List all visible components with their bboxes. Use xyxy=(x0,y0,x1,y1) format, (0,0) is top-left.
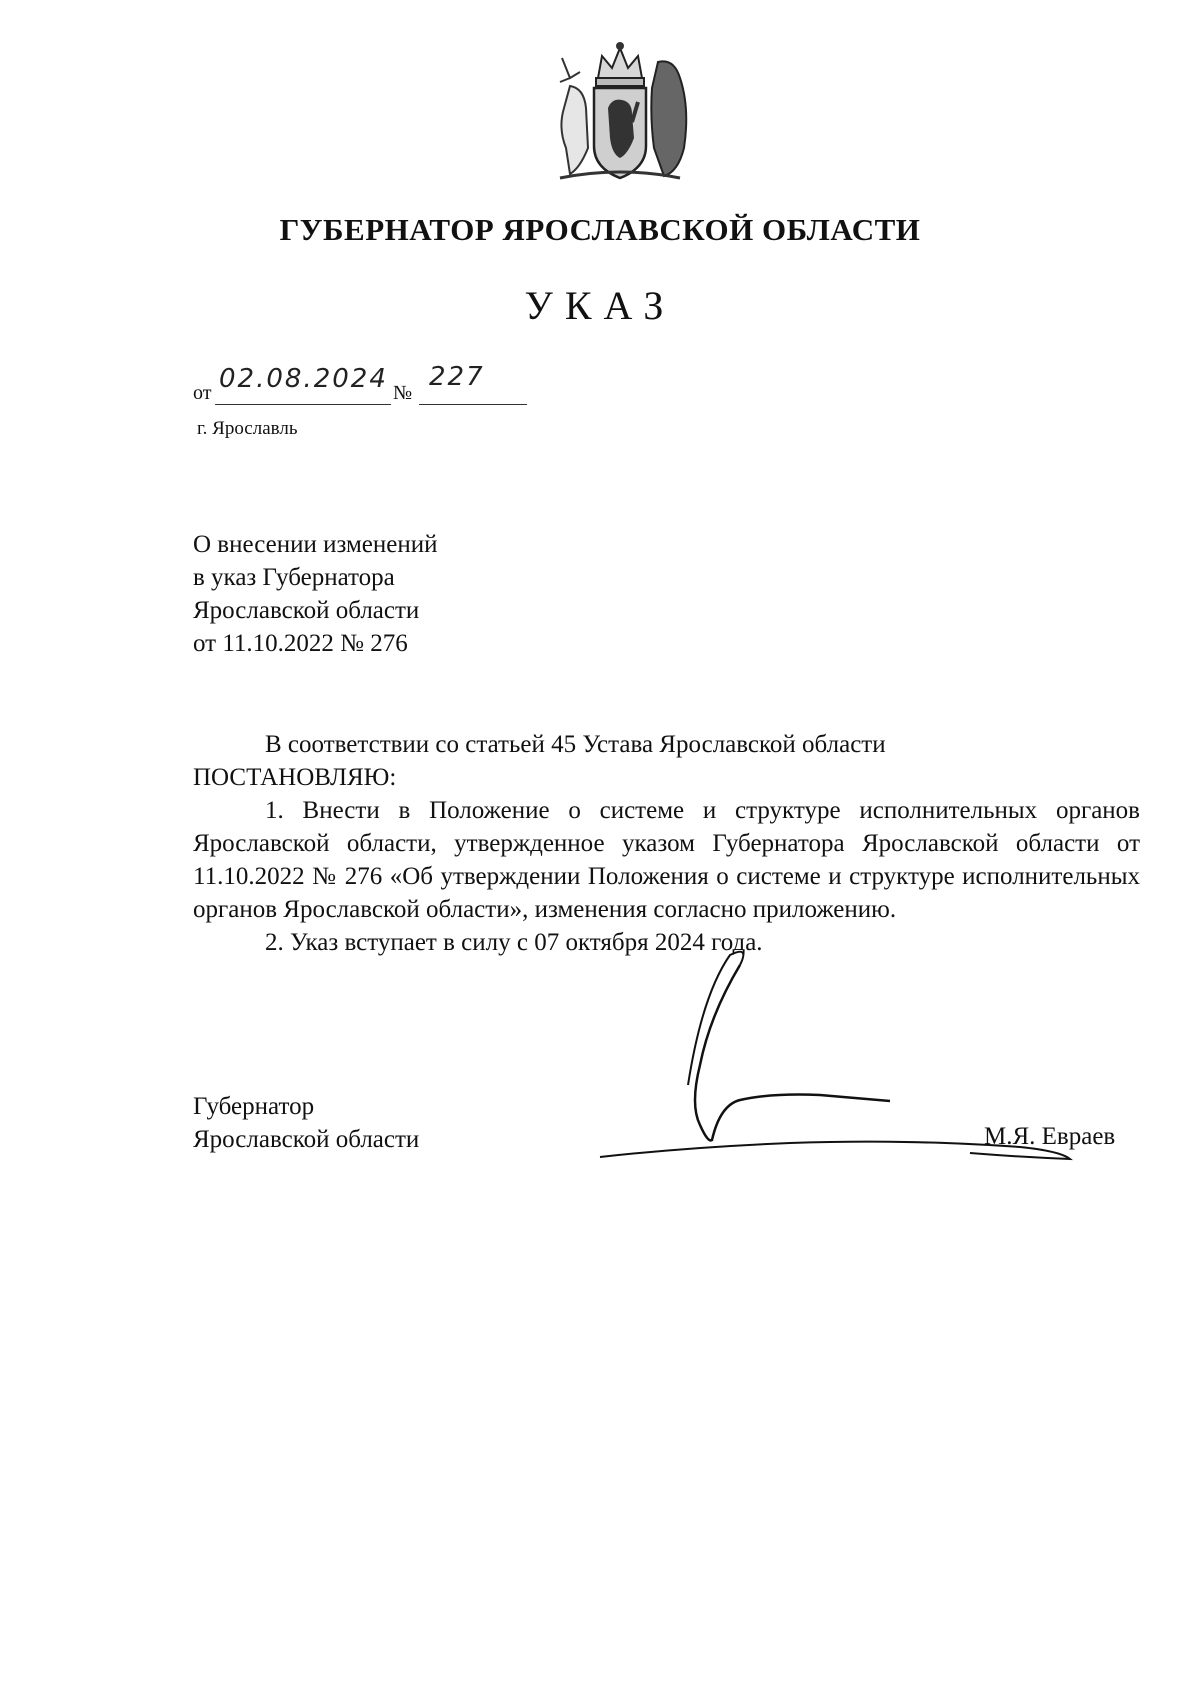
signatory-title-line: Губернатор xyxy=(193,1093,315,1120)
subject-block xyxy=(193,528,613,660)
document-type: УКАЗ xyxy=(524,283,676,328)
number-underline xyxy=(419,404,527,405)
subject-line: в указ Губернатора xyxy=(193,564,395,591)
subject-line: О внесении изменений xyxy=(193,531,438,558)
coat-of-arms-icon xyxy=(540,38,700,186)
resolve-word: ПОСТАНОВЛЯЮ: xyxy=(193,764,397,791)
document-body xyxy=(193,728,1140,959)
subject-line: Ярославской области xyxy=(193,597,420,624)
preamble: В соответствии со статьей 45 Устава Ярославской области xyxy=(265,731,886,758)
subject-line: от 11.10.2022 № 276 xyxy=(193,630,408,657)
city: г. Ярославль xyxy=(197,418,298,439)
date-prefix: от xyxy=(193,382,212,404)
number-value: 227 xyxy=(429,362,485,392)
signatory-name: М.Я. Евраев xyxy=(984,1123,1116,1150)
number-prefix: № xyxy=(393,382,413,404)
date-underline xyxy=(215,404,391,405)
signatory-title-line: Ярославской области xyxy=(193,1126,420,1153)
signatory-title xyxy=(193,1090,419,1156)
item-1: 1. Внести в Положение о системе и структуре исполнительных органов Ярославской области, утвержденное указом Губернатора Ярославской области от 11.10.2022 № 276 «Об утверждении Положения о системе и структуре исполнительных органов Ярославской области», изменения согласно приложению. xyxy=(193,797,1140,923)
handwritten-signature-icon xyxy=(590,935,1100,1205)
issuer-title: ГУБЕРНАТОР ЯРОСЛАВСКОЙ ОБЛАСТИ xyxy=(279,212,921,247)
item-2: 2. Указ вступает в силу с 07 октября 2024 года. xyxy=(265,929,763,956)
date-value: 02.08.2024 xyxy=(219,364,388,394)
